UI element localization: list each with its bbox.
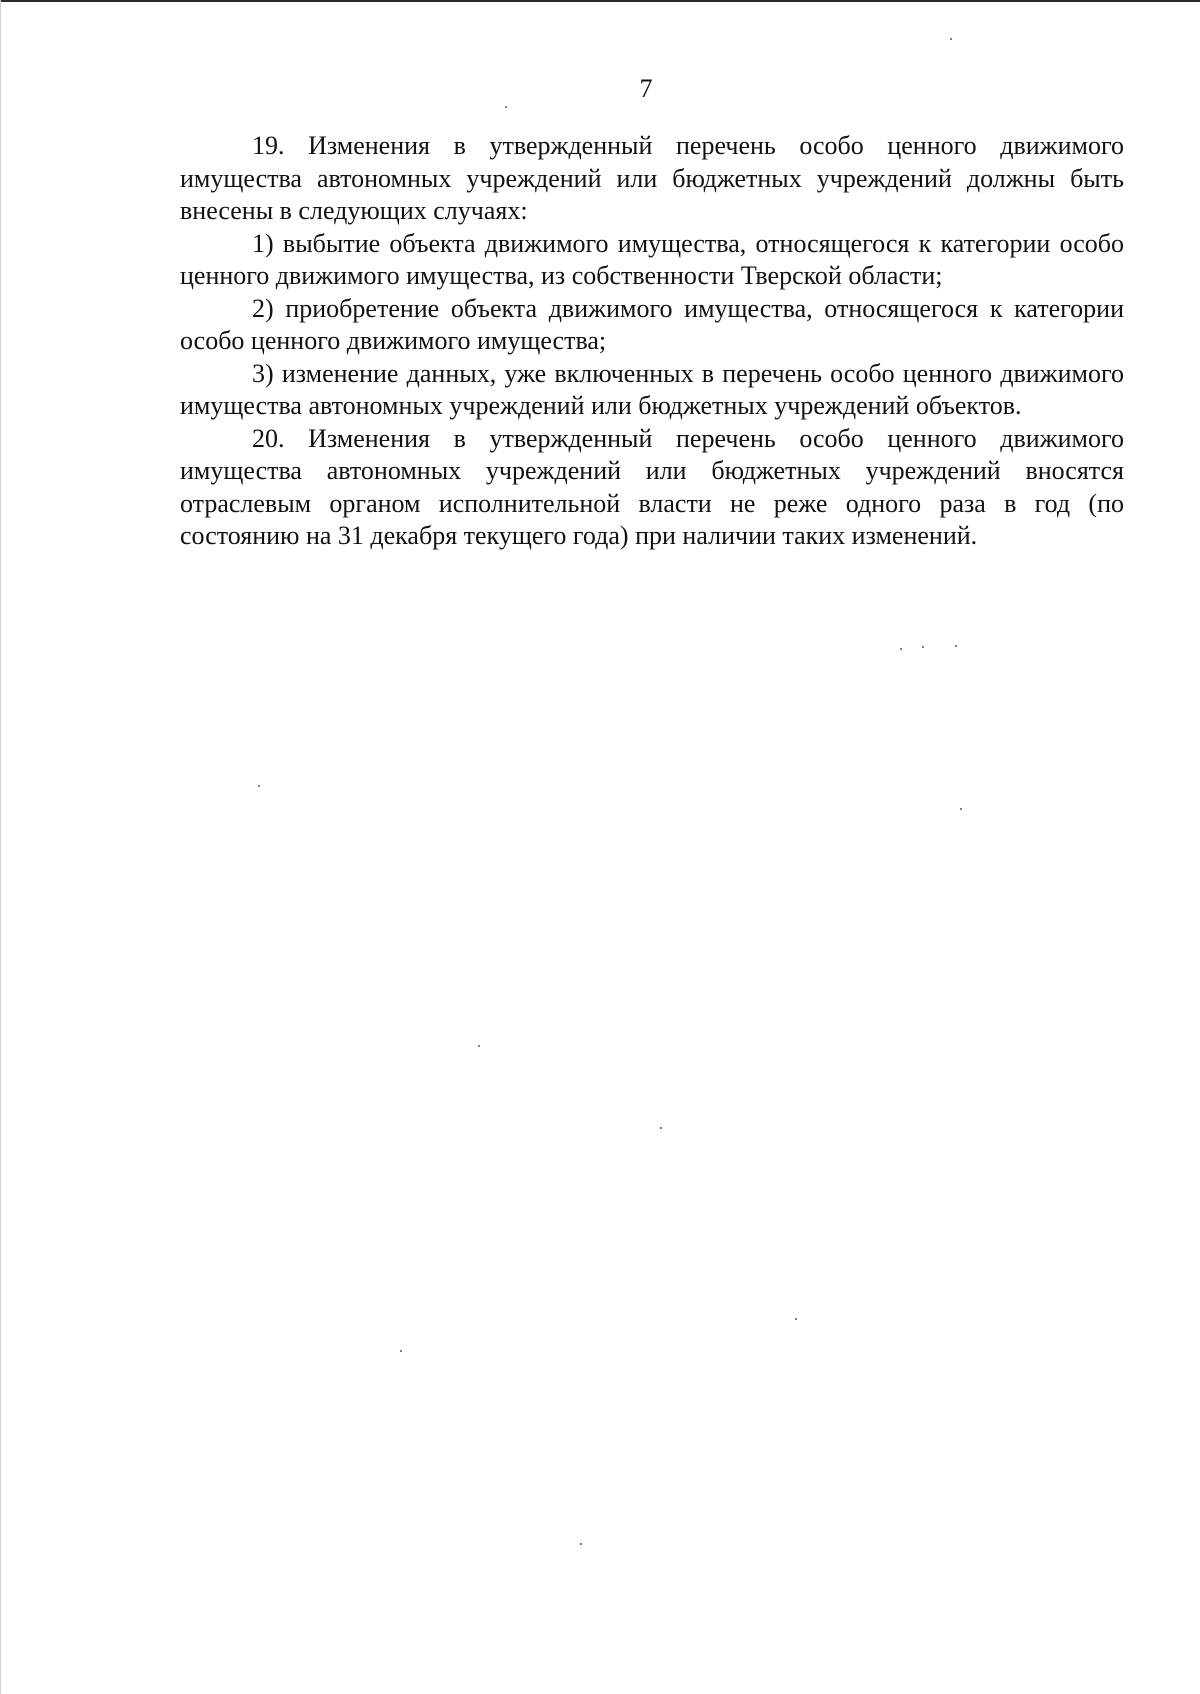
scan-speck xyxy=(955,645,957,647)
scan-top-edge xyxy=(0,0,1200,2)
list-item-2: 2) приобретение объекта движимого имущества, относящегося к категории особо ценного движимого имущества; xyxy=(180,293,1124,355)
list-item-3: 3) изменение данных, уже включенных в перечень особо ценного движимого имущества автономных учреждений или бюджетных учреждений объектов. xyxy=(180,358,1124,420)
scan-speck xyxy=(580,1543,582,1545)
scan-speck xyxy=(258,785,260,787)
scan-speck xyxy=(950,38,952,40)
scan-speck xyxy=(922,646,924,648)
scan-speck xyxy=(960,808,962,810)
scan-speck xyxy=(505,106,507,108)
scan-speck xyxy=(660,1127,662,1129)
page-number: 7 xyxy=(639,74,653,103)
scan-speck xyxy=(795,1318,797,1320)
scan-speck xyxy=(478,1045,480,1047)
scan-speck xyxy=(400,1350,402,1352)
document-body xyxy=(180,130,1124,553)
list-item-1: 1) выбытие объекта движимого имущества, относящегося к категории особо ценного движимого имущества, из собственности Тверской области; xyxy=(180,228,1124,290)
scan-speck xyxy=(900,648,902,650)
paragraph-20: 20. Изменения в утвержденный перечень особо ценного движимого имущества автономных учреждений или бюджетных учреждений вносятся отраслевым органом исполнительной власти не реже одного раза в год (по состоянию на 31 декабря текущего года) при наличии таких изменений. xyxy=(180,423,1124,550)
paragraph-19: 19. Изменения в утвержденный перечень особо ценного движимого имущества автономных учреждений или бюджетных учреждений должны быть внесены в следующих случаях: xyxy=(180,131,1124,225)
scan-left-edge xyxy=(0,0,1,1694)
